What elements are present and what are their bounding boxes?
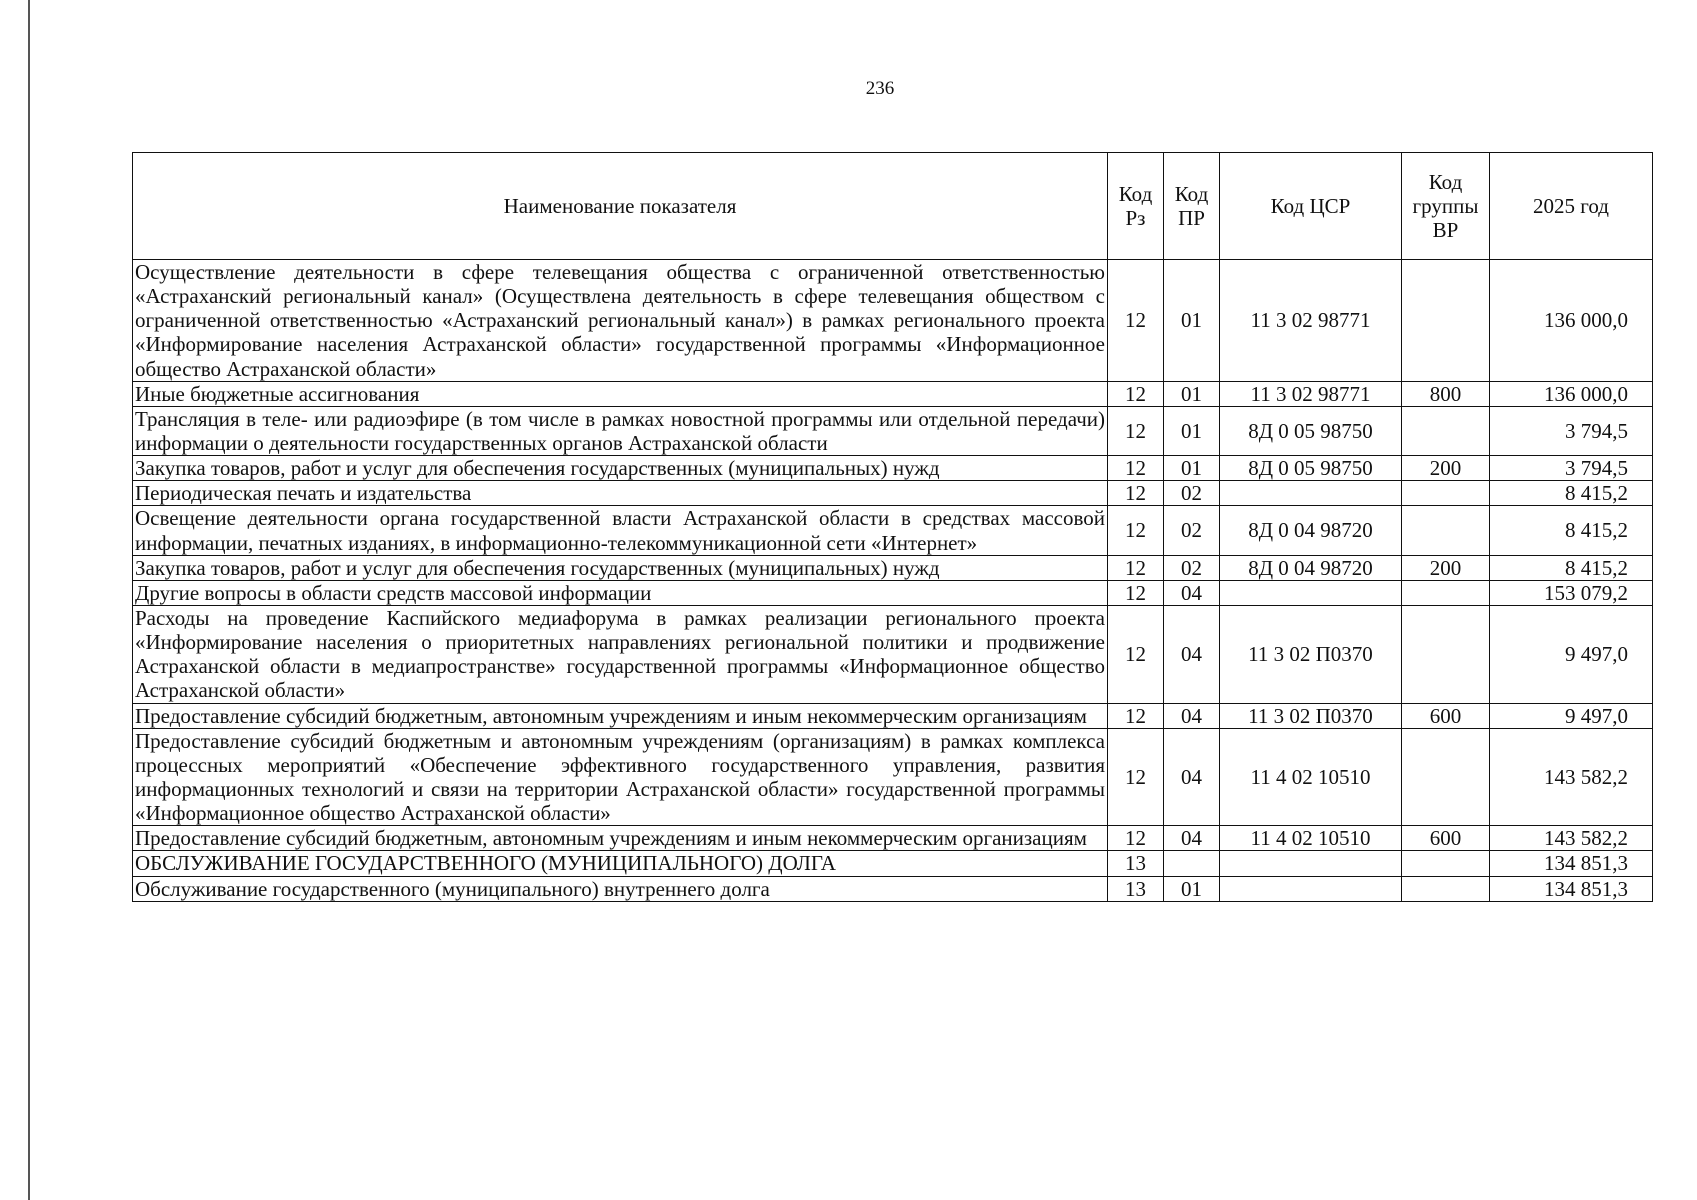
table-row [133, 381, 1653, 406]
cell-name: Обслуживание государственного (муниципального) внутреннего долга [133, 876, 1108, 901]
cell-vr [1402, 406, 1490, 455]
cell-pr: 01 [1164, 876, 1220, 901]
cell-csr: 8Д 0 04 98720 [1220, 506, 1402, 555]
cell-name: Иные бюджетные ассигнования [133, 381, 1108, 406]
cell-csr: 8Д 0 05 98750 [1220, 406, 1402, 455]
table-row [133, 605, 1653, 703]
cell-csr: 11 3 02 П0370 [1220, 605, 1402, 703]
cell-vr: 600 [1402, 703, 1490, 728]
cell-name: Периодическая печать и издательства [133, 481, 1108, 506]
cell-pr: 02 [1164, 481, 1220, 506]
table-row [133, 260, 1653, 382]
cell-csr [1220, 876, 1402, 901]
table-row [133, 851, 1653, 876]
cell-amount: 143 582,2 [1490, 826, 1653, 851]
cell-pr: 04 [1164, 728, 1220, 826]
cell-rz: 12 [1108, 605, 1164, 703]
cell-amount: 9 497,0 [1490, 703, 1653, 728]
cell-pr: 02 [1164, 506, 1220, 555]
cell-vr [1402, 580, 1490, 605]
cell-rz: 12 [1108, 728, 1164, 826]
cell-rz: 13 [1108, 876, 1164, 901]
table-row [133, 728, 1653, 826]
cell-vr [1402, 851, 1490, 876]
cell-csr: 11 4 02 10510 [1220, 728, 1402, 826]
table-row [133, 506, 1653, 555]
cell-name: Закупка товаров, работ и услуг для обеспечения государственных (муниципальных) нужд [133, 456, 1108, 481]
cell-name: Освещение деятельности органа государственной власти Астраханской области в средствах массовой информации, печатных изданиях, в информационно-телекоммуникационной сети «Интернет» [133, 506, 1108, 555]
cell-rz: 12 [1108, 506, 1164, 555]
page-number: 236 [865, 78, 895, 99]
table-row [133, 826, 1653, 851]
header-vr: Код группы ВР [1402, 153, 1490, 260]
cell-name: Осуществление деятельности в сфере телевещания общества с ограниченной ответственностью «Астраханский региональный канал» (Осуществлена деятельность в сфере телевещания обществом с ограниченной ответственностью «Астраханский региональный канал») в рамках регионального проекта «Информирование населения Астраханской области» государственной программы «Информационное общество Астраханской области» [133, 260, 1108, 382]
cell-rz: 12 [1108, 481, 1164, 506]
cell-name: Другие вопросы в области средств массовой информации [133, 580, 1108, 605]
cell-rz: 12 [1108, 555, 1164, 580]
cell-name: Трансляция в теле- или радиоэфире (в том числе в рамках новостной программы или отдельной передачи) информации о деятельности государственных органов Астраханской области [133, 406, 1108, 455]
cell-pr: 01 [1164, 260, 1220, 382]
cell-name: Расходы на проведение Каспийского медиафорума в рамках реализации регионального проекта «Информирование населения о приоритетных направлениях региональной политики и продвижение Астраханской области в медиапространстве» государственной программы «Информационное общество Астраханской области» [133, 605, 1108, 703]
cell-rz: 12 [1108, 703, 1164, 728]
cell-pr: 01 [1164, 381, 1220, 406]
cell-csr [1220, 481, 1402, 506]
cell-csr: 11 3 02 98771 [1220, 260, 1402, 382]
header-csr: Код ЦСР [1220, 153, 1402, 260]
cell-csr: 11 3 02 98771 [1220, 381, 1402, 406]
cell-pr: 04 [1164, 580, 1220, 605]
cell-amount: 134 851,3 [1490, 851, 1653, 876]
budget-table [132, 152, 1653, 902]
cell-vr: 800 [1402, 381, 1490, 406]
cell-vr [1402, 605, 1490, 703]
table-row [133, 456, 1653, 481]
cell-vr [1402, 260, 1490, 382]
cell-csr [1220, 851, 1402, 876]
cell-rz: 12 [1108, 456, 1164, 481]
header-rz: Код Рз [1108, 153, 1164, 260]
cell-csr: 8Д 0 04 98720 [1220, 555, 1402, 580]
cell-pr: 04 [1164, 605, 1220, 703]
cell-amount: 9 497,0 [1490, 605, 1653, 703]
cell-amount: 8 415,2 [1490, 555, 1653, 580]
cell-amount: 136 000,0 [1490, 260, 1653, 382]
table-body [133, 260, 1653, 902]
cell-name: Предоставление субсидий бюджетным, автономным учреждениям и иным некоммерческим организациям [133, 703, 1108, 728]
cell-pr: 04 [1164, 826, 1220, 851]
cell-vr: 200 [1402, 456, 1490, 481]
cell-csr: 11 3 02 П0370 [1220, 703, 1402, 728]
cell-amount: 136 000,0 [1490, 381, 1653, 406]
cell-pr: 02 [1164, 555, 1220, 580]
cell-rz: 12 [1108, 260, 1164, 382]
table-row [133, 703, 1653, 728]
cell-amount: 3 794,5 [1490, 456, 1653, 481]
cell-csr: 8Д 0 05 98750 [1220, 456, 1402, 481]
header-name: Наименование показателя [133, 153, 1108, 260]
table-row [133, 481, 1653, 506]
cell-pr: 01 [1164, 406, 1220, 455]
table-row [133, 555, 1653, 580]
cell-rz: 12 [1108, 381, 1164, 406]
cell-vr: 600 [1402, 826, 1490, 851]
left-margin-line [28, 0, 30, 1200]
cell-pr [1164, 851, 1220, 876]
cell-vr [1402, 506, 1490, 555]
table-header-row [133, 153, 1653, 260]
table-row [133, 406, 1653, 455]
cell-vr [1402, 728, 1490, 826]
cell-rz: 12 [1108, 580, 1164, 605]
header-year: 2025 год [1490, 153, 1653, 260]
cell-vr [1402, 876, 1490, 901]
cell-rz: 12 [1108, 406, 1164, 455]
cell-rz: 13 [1108, 851, 1164, 876]
cell-name: ОБСЛУЖИВАНИЕ ГОСУДАРСТВЕННОГО (МУНИЦИПАЛЬНОГО) ДОЛГА [133, 851, 1108, 876]
cell-pr: 04 [1164, 703, 1220, 728]
cell-name: Закупка товаров, работ и услуг для обеспечения государственных (муниципальных) нужд [133, 555, 1108, 580]
cell-rz: 12 [1108, 826, 1164, 851]
cell-vr: 200 [1402, 555, 1490, 580]
cell-amount: 153 079,2 [1490, 580, 1653, 605]
cell-vr [1402, 481, 1490, 506]
cell-amount: 8 415,2 [1490, 506, 1653, 555]
cell-amount: 134 851,3 [1490, 876, 1653, 901]
table-row [133, 580, 1653, 605]
table-row [133, 876, 1653, 901]
header-pr: Код ПР [1164, 153, 1220, 260]
cell-csr [1220, 580, 1402, 605]
cell-name: Предоставление субсидий бюджетным, автономным учреждениям и иным некоммерческим организациям [133, 826, 1108, 851]
cell-name: Предоставление субсидий бюджетным и автономным учреждениям (организациям) в рамках комплекса процессных мероприятий «Обеспечение эффективного государственного управления, развития информационных технологий и связи на территории Астраханской области» государственной программы «Информационное общество Астраханской области» [133, 728, 1108, 826]
cell-pr: 01 [1164, 456, 1220, 481]
cell-amount: 143 582,2 [1490, 728, 1653, 826]
cell-amount: 3 794,5 [1490, 406, 1653, 455]
cell-csr: 11 4 02 10510 [1220, 826, 1402, 851]
cell-amount: 8 415,2 [1490, 481, 1653, 506]
